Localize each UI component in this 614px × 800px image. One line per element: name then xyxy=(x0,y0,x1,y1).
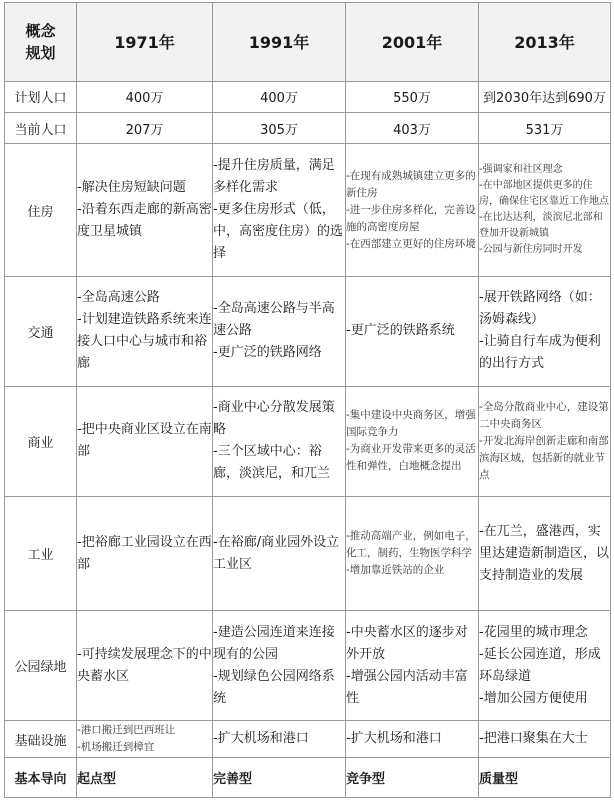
corner-label: 概念 规划 xyxy=(25,21,56,62)
list-item: -把港口聚集在大士 xyxy=(479,731,588,747)
item-list xyxy=(479,162,610,258)
industry-cell xyxy=(77,496,213,610)
industry-cell xyxy=(213,496,346,610)
infrastructure-cell xyxy=(77,721,213,758)
list-item: -规划绿色公园网络系统 xyxy=(213,668,335,706)
corner-header xyxy=(5,3,77,82)
list-item: -三个区域中心：裕廊，淡滨尼，和兀兰 xyxy=(213,444,331,482)
item-list xyxy=(77,419,212,463)
list-item: -更多住房形式（低，中，高密度住房）的选择 xyxy=(213,202,344,262)
planned-population-value: 400万 xyxy=(77,81,213,112)
planned-population-row xyxy=(5,81,611,112)
item-list xyxy=(213,728,345,750)
list-item: -在比达达利，淡滨尼北部和登加开设新城镇 xyxy=(479,212,603,240)
parks-cell xyxy=(479,611,611,721)
list-item: -公园与新住房同时开发 xyxy=(479,244,583,256)
item-list xyxy=(77,287,212,375)
item-list xyxy=(479,521,610,587)
current-population-value: 531万 xyxy=(479,113,611,144)
current-population-value: 403万 xyxy=(346,113,479,144)
year-header: 1971年 xyxy=(77,3,213,82)
list-item: -在现有成熟城镇建立更多的新住房 xyxy=(346,169,476,199)
list-item: -推动高端产业，例如电子，化工，制药，生物医学科学 xyxy=(346,530,476,560)
list-item: -更广泛的铁路网络 xyxy=(213,345,322,361)
transport-cell xyxy=(479,276,611,386)
item-list xyxy=(213,532,345,576)
list-item: -机场搬迁到樟宜 xyxy=(77,741,155,754)
industry-cell xyxy=(346,496,479,610)
list-item: -增加公园方便使用 xyxy=(479,690,588,706)
row-label: 住房 xyxy=(5,144,77,277)
orientation-value: 完善型 xyxy=(213,758,346,798)
list-item: -沿着东西走廊的新高密度卫星城镇 xyxy=(77,202,212,240)
row-label: 商业 xyxy=(5,386,77,496)
list-item: -可持续发展理念下的中央蓄水区 xyxy=(77,646,212,684)
planned-population-value: 400万 xyxy=(213,81,346,112)
current-population-value: 207万 xyxy=(77,113,213,144)
header-row xyxy=(5,3,611,82)
list-item: -全岛高速公路 xyxy=(77,290,160,306)
item-list xyxy=(479,399,610,484)
transport-cell xyxy=(77,276,213,386)
item-list xyxy=(77,644,212,688)
orientation-value: 起点型 xyxy=(77,758,213,798)
item-list xyxy=(77,722,212,756)
list-item: -全岛分散商业中心，建设第二中央商务区 xyxy=(479,400,609,430)
orientation-value: 质量型 xyxy=(479,758,611,798)
parks-cell xyxy=(346,611,479,721)
transport-row xyxy=(5,276,611,386)
parks-cell xyxy=(213,611,346,721)
row-label: 基础设施 xyxy=(5,721,77,758)
planning-comparison-table xyxy=(4,2,611,798)
list-item: -全岛高速公路与半高速公路 xyxy=(213,301,335,339)
list-item: -建造公园连道来连接现有的公园 xyxy=(213,624,335,662)
item-list xyxy=(346,528,478,579)
list-item: -商业中心分散发展策略 xyxy=(213,400,335,438)
item-list xyxy=(213,622,345,710)
list-item: -开发北海岸创新走廊和南部滨海区域，包括新的就业节点 xyxy=(479,434,609,481)
item-list xyxy=(77,177,212,243)
orientation-row xyxy=(5,758,611,798)
list-item: -在西部建立更好的住房环境 xyxy=(346,237,476,250)
item-list xyxy=(479,728,610,750)
industry-cell xyxy=(479,496,611,610)
list-item: -增加靠近铁站的企业 xyxy=(346,564,445,577)
list-item: -让骑自行车成为便利的出行方式 xyxy=(479,334,601,372)
year-header: 1991年 xyxy=(213,3,346,82)
year-header: 2013年 xyxy=(479,3,611,82)
housing-cell xyxy=(346,144,479,277)
item-list xyxy=(479,287,610,375)
item-list xyxy=(346,168,478,253)
list-item: -在裕廊/商业园外设立工业区 xyxy=(213,534,340,572)
list-item: -延长公园连道，形成环岛绿道 xyxy=(479,646,601,684)
list-item: -进一步住房多样化，完善设施的高密度房屋 xyxy=(346,203,476,233)
list-item: -提升住房质量，满足多样化需求 xyxy=(213,158,335,196)
row-label: 当前人口 xyxy=(5,113,77,144)
row-label: 公园绿地 xyxy=(5,611,77,721)
item-list xyxy=(213,298,345,364)
current-population-value: 305万 xyxy=(213,113,346,144)
list-item: -港口搬迁到巴西班让 xyxy=(77,724,176,737)
housing-row xyxy=(5,144,611,277)
infrastructure-cell xyxy=(346,721,479,758)
list-item: -更广泛的铁路系统 xyxy=(346,323,455,339)
infrastructure-cell xyxy=(479,721,611,758)
commerce-cell xyxy=(346,386,479,496)
planned-population-value: 550万 xyxy=(346,81,479,112)
list-item: -扩大机场和港口 xyxy=(346,731,442,747)
list-item: -为商业开发带来更多的灵活性和弹性，白地概念提出 xyxy=(346,443,476,473)
commerce-cell xyxy=(479,386,611,496)
list-item: -增强公园内活动丰富性 xyxy=(346,668,468,706)
item-list xyxy=(346,622,478,710)
item-list xyxy=(77,532,212,576)
list-item: -把中央商业区设立在南部 xyxy=(77,422,212,460)
row-label: 工业 xyxy=(5,496,77,610)
item-list xyxy=(213,397,345,485)
list-item: -集中建设中央商务区，增强国际竞争力 xyxy=(346,409,476,439)
row-label: 计划人口 xyxy=(5,81,77,112)
list-item: -在中部地区提供更多的住房，确保住宅区靠近工作地点 xyxy=(479,180,609,208)
list-item: -中央蓄水区的逐步对外开放 xyxy=(346,624,468,662)
list-item: -把裕廊工业园设立在西部 xyxy=(77,534,212,572)
transport-cell xyxy=(213,276,346,386)
housing-cell xyxy=(213,144,346,277)
planned-population-value: 到2030年达到690万 xyxy=(479,81,611,112)
item-list xyxy=(213,155,345,265)
item-list xyxy=(346,320,478,342)
row-label: 交通 xyxy=(5,276,77,386)
row-label: 基本导向 xyxy=(5,758,77,798)
list-item: -强调家和社区理念 xyxy=(479,164,563,176)
transport-cell xyxy=(346,276,479,386)
commerce-cell xyxy=(77,386,213,496)
housing-cell xyxy=(479,144,611,277)
infrastructure-cell xyxy=(213,721,346,758)
parks-row xyxy=(5,611,611,721)
item-list xyxy=(479,622,610,710)
housing-cell xyxy=(77,144,213,277)
item-list xyxy=(346,407,478,475)
commerce-cell xyxy=(213,386,346,496)
current-population-row xyxy=(5,113,611,144)
list-item: -花园里的城市理念 xyxy=(479,624,588,640)
item-list xyxy=(346,728,478,750)
year-header: 2001年 xyxy=(346,3,479,82)
parks-cell xyxy=(77,611,213,721)
list-item: -展开铁路网络（如：汤姆森线） xyxy=(479,290,601,328)
list-item: -计划建造铁路系统来连接人口中心与城市和裕廊 xyxy=(77,312,212,372)
industry-row xyxy=(5,496,611,610)
orientation-value: 竞争型 xyxy=(346,758,479,798)
infrastructure-row xyxy=(5,721,611,758)
list-item: -扩大机场和港口 xyxy=(213,731,309,747)
commerce-row xyxy=(5,386,611,496)
list-item: -解决住房短缺问题 xyxy=(77,180,186,196)
list-item: -在兀兰，盛港西，实里达建造新制造区，以支持制造业的发展 xyxy=(479,523,610,583)
